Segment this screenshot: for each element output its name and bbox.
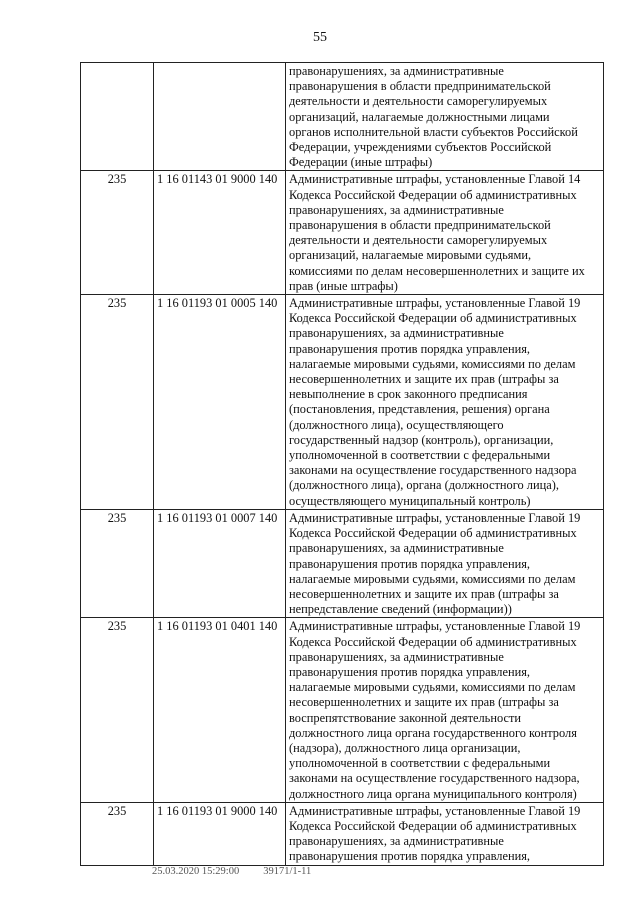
print-footer bbox=[152, 866, 311, 878]
description-line: налагаемые мировыми судьями, комиссиями по делам bbox=[289, 571, 576, 586]
description-line: правонарушения в области предпринимательской bbox=[289, 79, 551, 94]
description-line: должностного лица органа муниципального контроля) bbox=[289, 786, 577, 801]
budget-code-cell: 1 16 01193 01 9000 140 bbox=[154, 802, 286, 865]
description-line: (постановления, представления, решения) органа bbox=[289, 402, 550, 417]
description-line: уполномоченной в соответствии с федеральными bbox=[289, 756, 551, 771]
description-line: Федерации (иные штрафы) bbox=[289, 155, 433, 170]
description-line: правонарушения против порядка управления, bbox=[289, 849, 530, 864]
admin-code-cell: 235 bbox=[81, 171, 154, 295]
description-line: государственный надзор (контроль), организации, bbox=[289, 432, 554, 447]
description-line: организаций, налагаемые мировыми судьями, bbox=[289, 248, 532, 263]
description-line: органов исполнительной власти субъектов Российской bbox=[289, 124, 578, 139]
description-line: (надзора), должностного лица организации, bbox=[289, 740, 521, 755]
description-line: невыполнение в срок законного предписания bbox=[289, 387, 528, 402]
table-row bbox=[81, 802, 604, 865]
description-line: правонарушения против порядка управления, bbox=[289, 556, 530, 571]
description-line: Кодекса Российской Федерации об административных bbox=[289, 634, 577, 649]
description-line: несовершеннолетних и защите их прав (штрафы за bbox=[289, 695, 559, 710]
description-line: Кодекса Российской Федерации об административных bbox=[289, 526, 577, 541]
description-cell bbox=[286, 171, 604, 295]
description-line: правонарушениях, за административные bbox=[289, 64, 504, 78]
description-line: правонарушения против порядка управления, bbox=[289, 664, 530, 679]
description-line: Административные штрафы, установленные Главой 19 bbox=[289, 510, 581, 525]
admin-code-cell: 235 bbox=[81, 509, 154, 617]
description-line: Административные штрафы, установленные Главой 19 bbox=[289, 619, 581, 634]
description-line: Кодекса Российской Федерации об административных bbox=[289, 187, 577, 202]
description-line: правонарушения в области предпринимательской bbox=[289, 218, 551, 233]
description-line: законами на осуществление государственного надзора, bbox=[289, 771, 580, 786]
description-line: комиссиями по делам несовершеннолетних и защите их bbox=[289, 263, 585, 278]
description-line: организаций, налагаемые должностными лицами bbox=[289, 109, 550, 124]
description-line: правонарушениях, за административные bbox=[289, 202, 504, 217]
budget-code-cell: 1 16 01143 01 9000 140 bbox=[154, 171, 286, 295]
table-row bbox=[81, 295, 604, 510]
admin-code-cell bbox=[81, 63, 154, 171]
description-line: Кодекса Российской Федерации об административных bbox=[289, 311, 577, 326]
description-cell bbox=[286, 63, 604, 171]
table-row bbox=[81, 171, 604, 295]
description-line: законами на осуществление государственного надзора bbox=[289, 463, 577, 478]
table-row bbox=[81, 63, 604, 171]
description-line: правонарушениях, за административные bbox=[289, 326, 504, 341]
description-line: Кодекса Российской Федерации об административных bbox=[289, 818, 577, 833]
budget-code-cell: 1 16 01193 01 0005 140 bbox=[154, 295, 286, 510]
description-cell bbox=[286, 802, 604, 865]
description-line: несовершеннолетних и защите их прав (штрафы за bbox=[289, 586, 559, 601]
description-line: несовершеннолетних и защите их прав (штрафы за bbox=[289, 372, 559, 387]
description-line: правонарушениях, за административные bbox=[289, 541, 504, 556]
description-cell bbox=[286, 509, 604, 617]
description-line: правонарушениях, за административные bbox=[289, 649, 504, 664]
description-line: правонарушения против порядка управления, bbox=[289, 341, 530, 356]
admin-code-cell: 235 bbox=[81, 802, 154, 865]
print-timestamp: 25.03.2020 15:29:00 bbox=[152, 866, 240, 877]
budget-code-cell bbox=[154, 63, 286, 171]
admin-code-cell: 235 bbox=[81, 618, 154, 802]
document-id: 39171/1-11 bbox=[263, 866, 312, 877]
description-line: Административные штрафы, установленные Главой 19 bbox=[289, 296, 581, 311]
table-row bbox=[81, 509, 604, 617]
table-row bbox=[81, 618, 604, 802]
description-cell bbox=[286, 295, 604, 510]
description-line: осуществляющего муниципальный контроль) bbox=[289, 493, 531, 508]
description-line: деятельности и деятельности саморегулируемых bbox=[289, 233, 548, 248]
description-line: (должностного лица), осуществляющего bbox=[289, 417, 504, 432]
description-cell bbox=[286, 618, 604, 802]
page-number: 55 bbox=[313, 30, 327, 45]
admin-code-cell: 235 bbox=[81, 295, 154, 510]
description-line: прав (иные штрафы) bbox=[289, 278, 398, 293]
description-line: правонарушениях, за административные bbox=[289, 834, 504, 849]
kbk-table bbox=[80, 62, 604, 866]
description-line: налагаемые мировыми судьями, комиссиями по делам bbox=[289, 680, 576, 695]
description-line: (должностного лица), органа (должностного лица), bbox=[289, 478, 559, 493]
description-line: деятельности и деятельности саморегулируемых bbox=[289, 94, 548, 109]
description-line: Административные штрафы, установленные Главой 19 bbox=[289, 803, 581, 818]
description-line: налагаемые мировыми судьями, комиссиями по делам bbox=[289, 356, 576, 371]
description-line: Федерации, учреждениями субъектов Российской bbox=[289, 140, 552, 155]
description-line: должностного лица органа государственного контроля bbox=[289, 725, 577, 740]
description-line: непредставление сведений (информации)) bbox=[289, 602, 512, 617]
budget-code-cell: 1 16 01193 01 0007 140 bbox=[154, 509, 286, 617]
description-line: Административные штрафы, установленные Главой 14 bbox=[289, 172, 581, 187]
budget-code-cell: 1 16 01193 01 0401 140 bbox=[154, 618, 286, 802]
description-line: уполномоченной в соответствии с федеральными bbox=[289, 448, 551, 463]
description-line: воспрепятствование законной деятельности bbox=[289, 710, 522, 725]
table-body bbox=[81, 63, 604, 866]
